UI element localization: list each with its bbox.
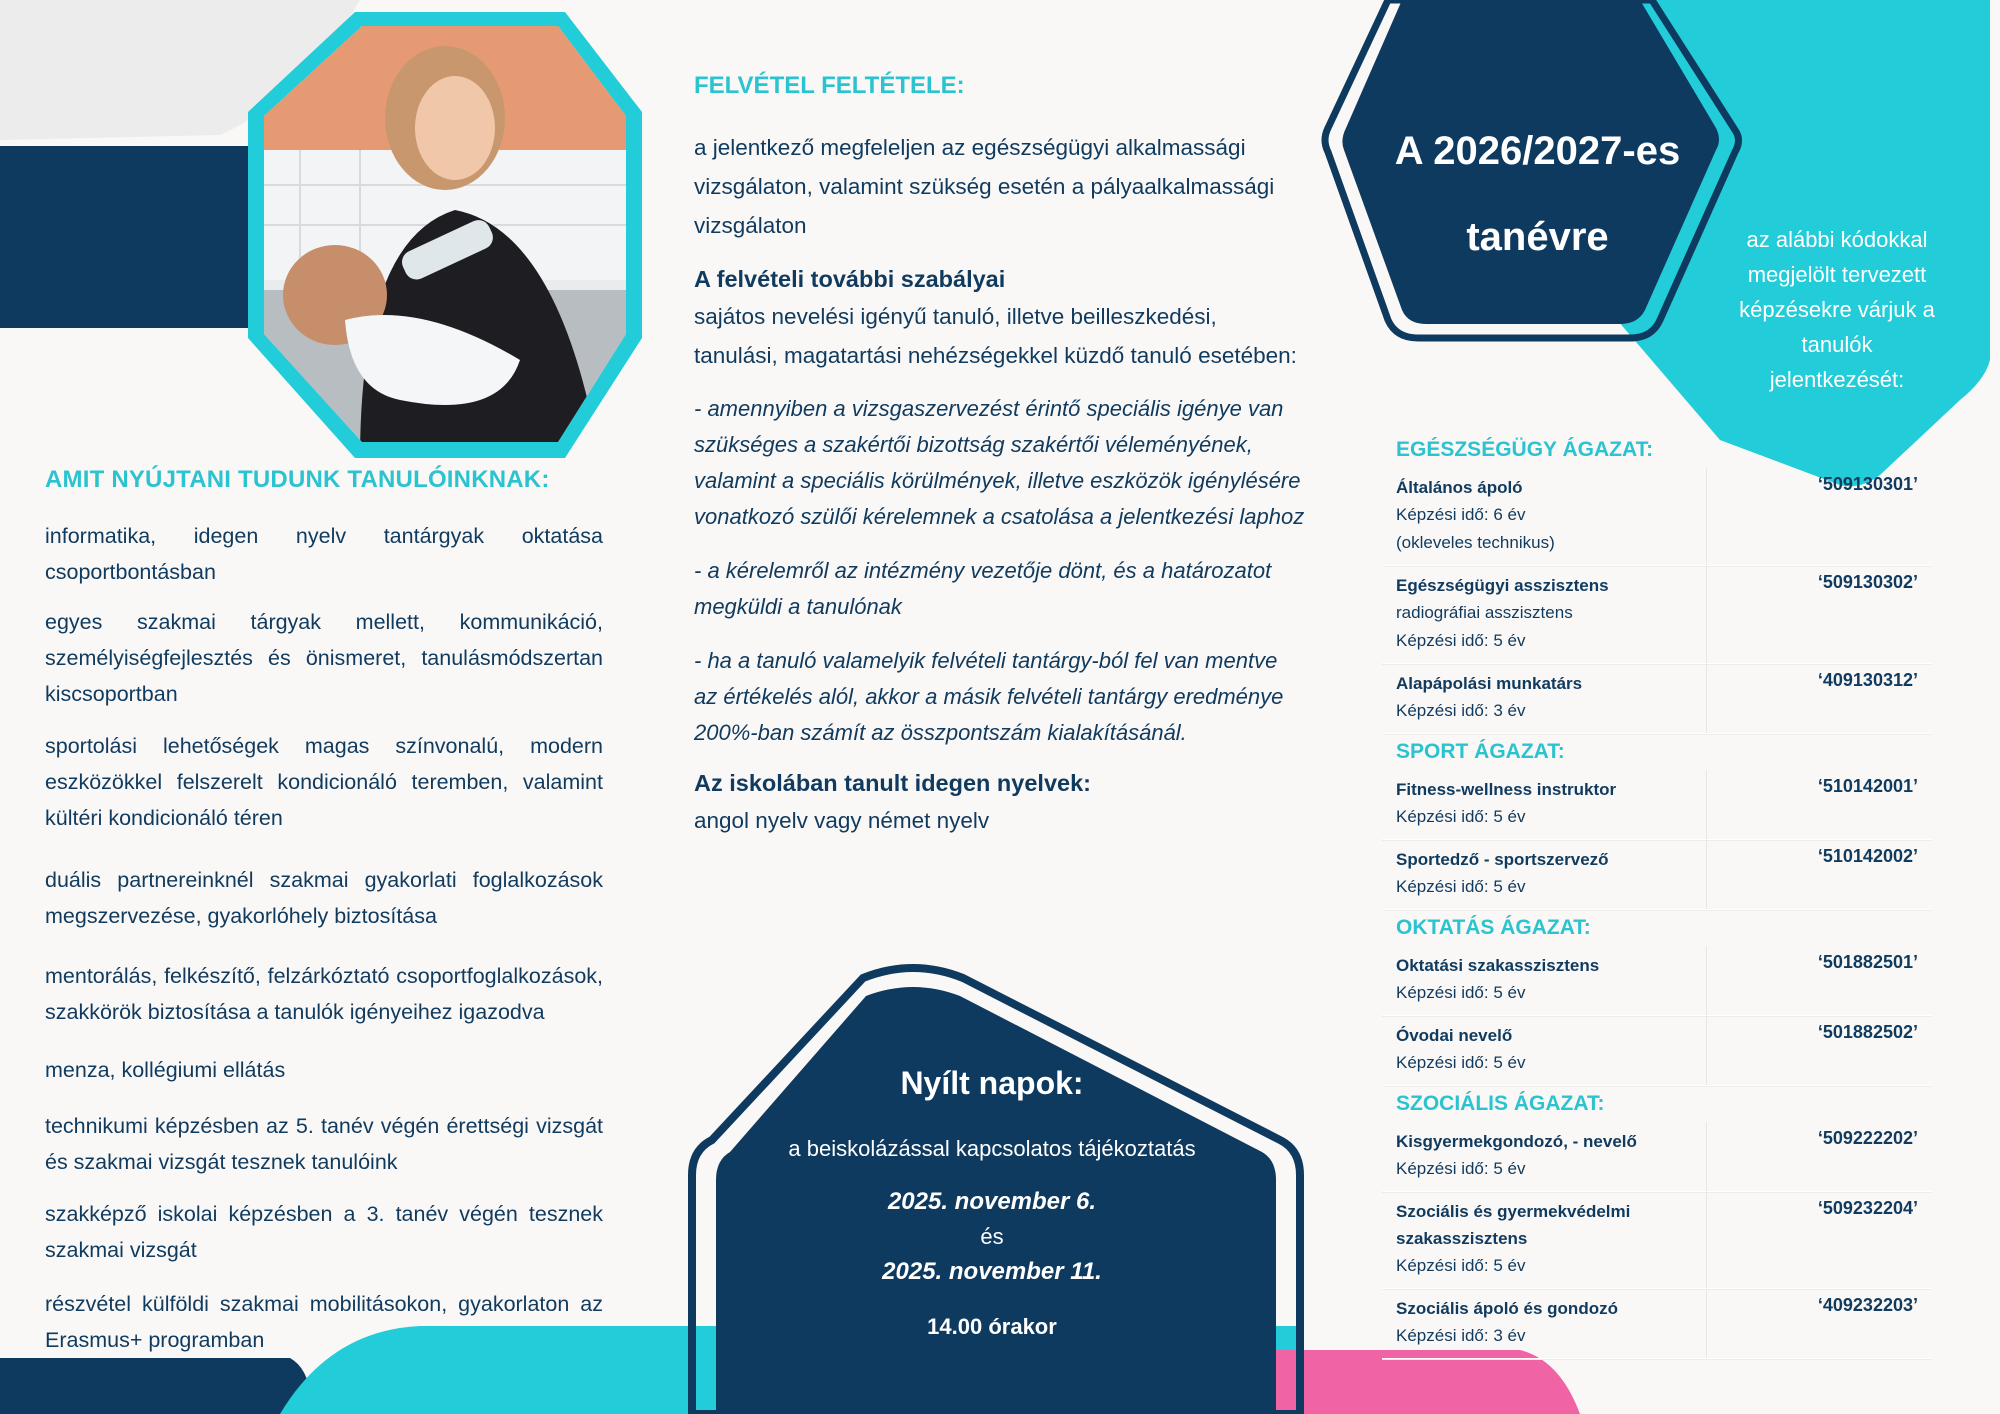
program-detail: Képzési idő: 5 év <box>1396 877 1526 896</box>
program-code: ‘409130312’ <box>1817 670 1918 690</box>
offer-item: mentorálás, felkészítő, felzárkóztató csoportfoglalkozások, szakkörök biztosítása a tanulók igényeihez igazodva <box>45 964 603 1024</box>
program-info <box>1382 664 1707 733</box>
admission-section <box>694 72 1306 840</box>
sector-title: SPORT ÁGAZAT: <box>1396 740 1565 763</box>
program-row <box>1382 1016 1932 1086</box>
program-name: Sportedző - sportszervező <box>1396 850 1609 869</box>
offer-item: menza, kollégiumi ellátás <box>45 1058 286 1082</box>
open-days-subtitle: a beiskolázással kapcsolatos tájékoztatás <box>788 1136 1196 1161</box>
offer-item: technikumi képzésben az 5. tanév végén érettségi vizsgát és szakmai vizsgát tesznek tanulóink <box>45 1114 603 1174</box>
program-detail: Képzési idő: 5 év <box>1396 1256 1526 1275</box>
program-detail: Képzési idő: 3 év <box>1396 701 1526 720</box>
open-day-date-2: 2025. november 11. <box>882 1258 1102 1285</box>
languages-text: angol nyelv vagy német nyelv <box>694 808 990 833</box>
program-code: ‘501882502’ <box>1817 1022 1918 1042</box>
open-days-box <box>700 1065 1284 1340</box>
sector-title: OKTATÁS ÁGAZAT: <box>1396 916 1591 939</box>
program-detail: Képzési idő: 3 év <box>1396 1326 1526 1345</box>
program-code: ‘409232203’ <box>1817 1295 1918 1315</box>
program-detail: Képzési idő: 5 év <box>1396 1053 1526 1072</box>
program-code: ‘510142002’ <box>1817 846 1918 866</box>
program-name: Fitness-wellness instruktor <box>1396 780 1617 799</box>
program-name: Egészségügyi asszisztens <box>1396 576 1609 595</box>
program-detail: Képzési idő: 5 év <box>1396 983 1526 1002</box>
open-days-and: és <box>980 1224 1004 1249</box>
program-name: Szociális és gyermekvédelmi szakasszisztens <box>1396 1202 1631 1248</box>
program-row <box>1382 468 1932 566</box>
offer-item: részvétel külföldi szakmai mobilitásokon, gyakorlaton az Erasmus+ programban <box>45 1292 603 1352</box>
program-code: ‘509232204’ <box>1817 1198 1918 1218</box>
languages-title: Az iskolában tanult idegen nyelvek: <box>694 770 1091 796</box>
program-info <box>1382 566 1707 663</box>
program-detail: Képzési idő: 5 év <box>1396 807 1526 826</box>
offer-list <box>45 518 603 1358</box>
admission-heading: FELVÉTEL FELTÉTELE: <box>694 72 965 99</box>
program-detail: radiográfiai asszisztens <box>1396 603 1573 622</box>
program-name: Szociális ápoló és gondozó <box>1396 1299 1618 1318</box>
program-row <box>1382 1192 1932 1289</box>
sector-title: SZOCIÁLIS ÁGAZAT: <box>1396 1092 1605 1115</box>
program-detail: Képzési idő: 5 év <box>1396 1159 1526 1178</box>
offer-item: szakképző iskolai képzésben a 3. tanév végén tesznek szakmai vizsgát <box>45 1202 603 1262</box>
program-code: ‘509130302’ <box>1817 572 1918 592</box>
offer-item: sportolási lehetőségek magas színvonalú, modern eszközökkel felszerelt kondicionáló teremben, valamint kültéri kondicionáló téren <box>45 734 603 830</box>
offer-item: egyes szakmai tárgyak mellett, kommunikáció, személyiségfejlesztés és önismeret, tanulásmódszertan kiscsoportban <box>45 610 603 706</box>
program-detail: Képzési idő: 6 év <box>1396 505 1526 524</box>
program-name: Kisgyermekgondozó, - nevelő <box>1396 1132 1637 1151</box>
rule-item: - ha a tanuló valamelyik felvételi tantárgy-ból fel van mentve az értékelés alól, akkor a másik felvételi tantárgy eredménye 200%-ban számít az összpontszám kialakításánál. <box>694 648 1284 745</box>
school-year-title: A 2026/2027-es tanévre <box>1394 129 1681 259</box>
offer-item: duális partnereinknél szakmai gyakorlati foglalkozások megszervezése, gyakorlóhely biztosítása <box>45 868 603 928</box>
rules-title: A felvételi további szabályai <box>694 266 1006 292</box>
program-info <box>1382 840 1707 909</box>
program-name: Óvodai nevelő <box>1396 1026 1513 1045</box>
sector-title: EGÉSZSÉGÜGY ÁGAZAT: <box>1396 438 1654 461</box>
program-info <box>1382 1016 1707 1085</box>
program-row <box>1382 840 1932 910</box>
program-row <box>1382 770 1932 840</box>
offer-heading: AMIT NYÚJTANI TUDUNK TANULÓINKNAK: <box>45 466 550 493</box>
program-row <box>1382 566 1932 664</box>
program-detail: (okleveles technikus) <box>1396 533 1555 552</box>
program-row <box>1382 664 1932 734</box>
program-info <box>1382 770 1707 839</box>
program-list <box>1382 432 1932 1359</box>
open-day-date-1: 2025. november 6. <box>887 1188 1097 1215</box>
offer-item: informatika, idegen nyelv tantárgyak oktatása csoportbontásban <box>45 524 603 584</box>
open-days-title: Nyílt napok: <box>900 1065 1084 1101</box>
program-info <box>1382 468 1707 565</box>
program-name: Oktatási szakasszisztens <box>1396 956 1600 975</box>
program-info <box>1382 1122 1707 1191</box>
rule-item: - amennyiben a vizsgaszervezést érintő speciális igénye van szükséges a szakértői bizottság szakértői véleményének, valamint a speciális körülmények, illetve eszközök igénylésére vonatkozó szülői kérelemnek a csatolása a jelentkezési laphoz <box>694 396 1305 529</box>
school-year-subtitle: az alábbi kódokkal megjelölt tervezett képzésekre várjuk a tanulók jelentkezését: <box>1739 227 1935 392</box>
rules-text: sajátos nevelési igényű tanuló, illetve beilleszkedési, tanulási, magatartási nehézségekkel küzdő tanuló esetében: <box>694 304 1297 368</box>
rule-item: - a kérelemről az intézmény vezetője dönt, és a határozatot megküldi a tanulónak <box>694 558 1272 619</box>
program-code: ‘509222202’ <box>1817 1128 1918 1148</box>
program-detail: Képzési idő: 5 év <box>1396 631 1526 650</box>
program-name: Általános ápoló <box>1396 478 1523 497</box>
program-code: ‘509130301’ <box>1817 474 1918 494</box>
program-row <box>1382 1289 1932 1359</box>
program-code: ‘510142001’ <box>1817 776 1918 796</box>
program-row <box>1382 1122 1932 1192</box>
open-days-time: 14.00 órakor <box>927 1314 1057 1339</box>
program-code: ‘501882501’ <box>1817 952 1918 972</box>
program-info <box>1382 946 1707 1015</box>
program-name: Alapápolási munkatárs <box>1396 674 1583 693</box>
program-row <box>1382 946 1932 1016</box>
program-info <box>1382 1192 1707 1288</box>
admission-condition: a jelentkező megfeleljen az egészségügyi alkalmassági vizsgálaton, valamint szükség esetén a pályaalkalmassági vizsgálaton <box>694 135 1275 238</box>
program-info <box>1382 1289 1707 1358</box>
